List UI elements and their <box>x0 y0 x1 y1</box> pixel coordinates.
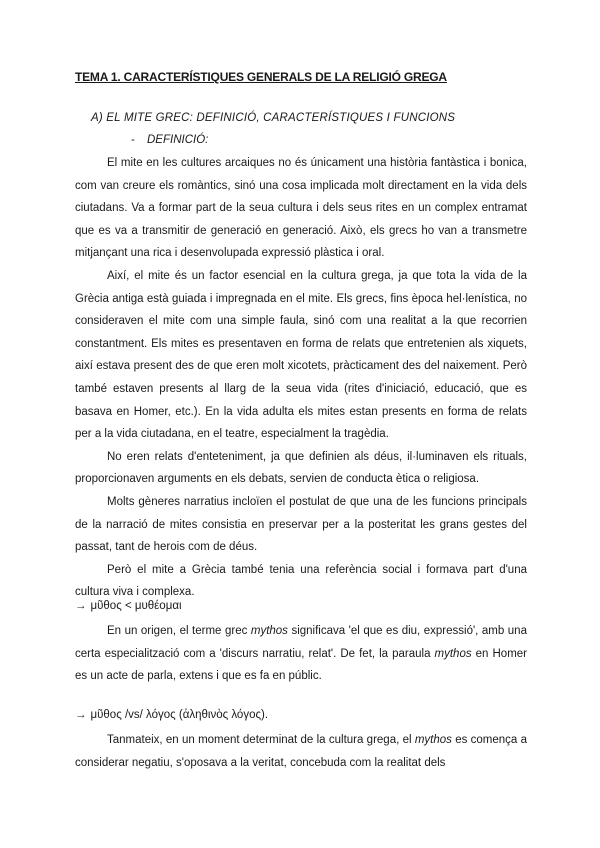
paragraph: Així, el mite és un factor esencial en la cultura grega, ja que tota la vida de la Grècia antiga està guiada i impregnada en el mite. Els grecs, fins època hel·lenística, no consideraven el mite com una simple faula, sinó com una realitat a la que recorrien constantment. Els mites es presentaven en forma de relats que entretenien als xiquets, així estava present des de que eren molt xicotets, pràcticament des del naixement. Però també estaven presents al llarg de la seua vida (rites d'iniciació, educació, que es basava en Homer, etc.). En la vida adulta els mites estan presents en forma de relats per a la vida ciutadana, en el teatre, especialment la tragèdia. <box>75 269 527 441</box>
paragraph <box>75 620 527 688</box>
text-run: en Homer es un acte de parla, extens i que es fa en públic. <box>75 647 527 683</box>
final-body <box>75 729 527 774</box>
term: mythos <box>414 734 452 746</box>
opposition-text: μῦθος /vs/ λόγος (ἀληθινὸς λόγος). <box>90 709 269 721</box>
arrow-icon: → <box>75 709 87 721</box>
text-run: Tanmateix, en un moment determinat de la cultura grega, el <box>107 734 415 746</box>
origin-body <box>75 620 527 688</box>
etymology-text: μῦθος < μυθέομαι <box>90 600 182 612</box>
paragraph <box>75 729 527 774</box>
paragraph: Molts gèneres narratius incloïen el postulat de que una de les funcions principals de la narració de mites consistia en preservar per a la posteritat les grans gestes del passat, tant de herois com de déus. <box>75 495 527 554</box>
arrow-icon: → <box>75 600 87 612</box>
term: mythos <box>434 647 472 660</box>
term: mythos <box>250 625 288 637</box>
opposition-line <box>75 709 268 721</box>
etymology-line <box>75 600 182 612</box>
subsection-label: DEFINICIÓ: <box>147 134 209 146</box>
definition-body <box>75 152 527 604</box>
paragraph: El mite en les cultures arcaiques no és únicament una història fantàstica i bonica, com van creure els romàntics, sinó una cosa implicada molt directament en la vida dels ciutadans. Va a formar part de la seua cultura i dels seus rites en un complex entramat que es va a transmitir de generació en generació. Això, els grecs ho van a transmetre mitjançant una rica i desenvolupada expressió plàstica i oral. <box>75 157 527 260</box>
text-run: es comença a considerar negatiu, s'oposava a la veritat, concebuda com la realitat dels <box>75 734 527 769</box>
paragraph: Però el mite a Grècia també tenia una referència social i formava part d'una cultura viva i complexa. <box>75 563 527 599</box>
section-heading: A) EL MITE GREC: DEFINICIÓ, CARACTERÍSTIQUES I FUNCIONS <box>91 112 456 124</box>
list-dash: - <box>131 134 135 146</box>
subsection-heading <box>131 134 208 146</box>
text-run: En un origen, el terme grec <box>107 625 251 637</box>
chapter-title: TEMA 1. CARACTERÍSTIQUES GENERALS DE LA RELIGIÓ GREGA <box>75 70 447 84</box>
text-run: significava 'el que es diu, expressió', amb una certa especialització com a 'discurs narratiu, relat'. De fet, la paraula <box>75 625 527 660</box>
paragraph: No eren relats d'enteteniment, ja que definien als déus, il·luminaven els rituals, proporcionaven arguments en els debats, servien de conducta ètica o religiosa. <box>75 450 527 486</box>
